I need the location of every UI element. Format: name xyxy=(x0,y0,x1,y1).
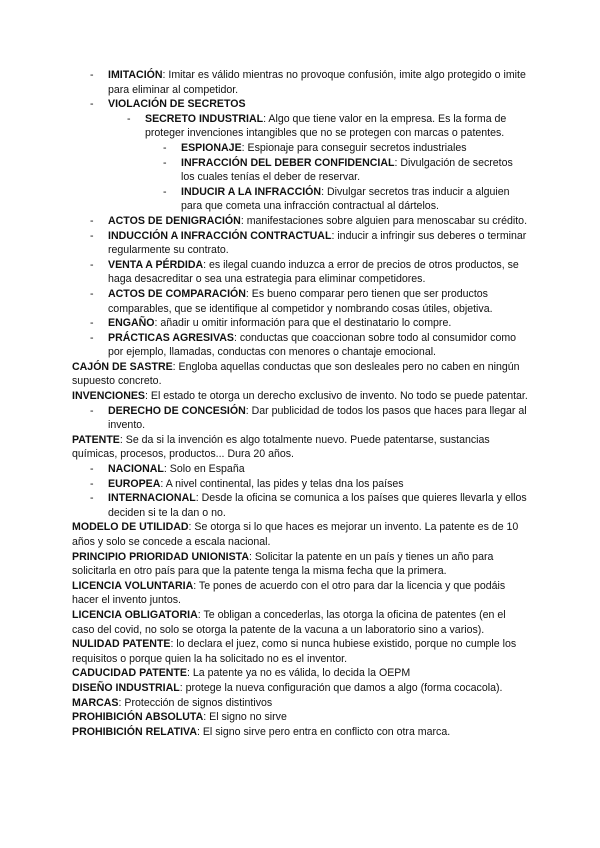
entry-term: PATENTE xyxy=(72,433,120,446)
bullet-item xyxy=(0,185,600,214)
entry-text: : Dar publicidad de todos los pasos que haces para llegar al invento. xyxy=(108,404,527,432)
entry-text: : Imitar es válido mientras no provoque confusión, imite algo protegido o imite para eliminar al competidor. xyxy=(108,69,526,96)
entry-text: : Espionaje para conseguir secretos industriales xyxy=(241,141,467,154)
bullet-item xyxy=(0,258,600,287)
section-entry xyxy=(0,637,600,666)
document-page xyxy=(0,68,600,739)
entry-text: : La patente ya no es válida, lo decida la OEPM xyxy=(186,667,411,680)
entry-text: : El signo sirve pero entra en conflicto con otra marca. xyxy=(196,725,451,738)
bullet-dash: - xyxy=(90,287,94,300)
bullet-dash: - xyxy=(90,477,94,490)
entry-term: NACIONAL xyxy=(108,463,164,476)
bullet-item xyxy=(0,68,600,97)
bullet-dash: - xyxy=(163,156,167,169)
entry-text: : Te obligan a concederlas, las otorga la oficina de patentes (en el caso del covid, no solo se otorga la patente de la vacuna a un laboratorio sino a varios). xyxy=(72,608,506,636)
bullet-dash: - xyxy=(90,98,94,111)
entry-text: : Solo en España xyxy=(163,463,245,476)
bullet-dash: - xyxy=(127,112,131,125)
bullet-dash: - xyxy=(90,69,94,81)
bullet-item xyxy=(0,156,600,185)
entry-term: ACTOS DE DENIGRACIÓN xyxy=(108,214,241,227)
entry-text: : Divulgación de secretos los cuales tenías el deber de reservar. xyxy=(181,156,513,184)
section-entry xyxy=(0,433,600,462)
entry-term: ACTOS DE COMPARACIÓN xyxy=(108,287,246,300)
section-entry xyxy=(0,360,600,389)
bullet-dash: - xyxy=(90,404,94,417)
section-entry xyxy=(0,725,600,740)
entry-term: MODELO DE UTILIDAD xyxy=(72,521,189,534)
entry-text: : manifestaciones sobre alguien para menoscabar su crédito. xyxy=(240,214,528,227)
bullet-item xyxy=(0,462,600,477)
bullet-item xyxy=(0,214,600,229)
entry-term: INDUCCIÓN A INFRACCIÓN CONTRACTUAL xyxy=(108,229,332,242)
entry-term: ESPIONAJE xyxy=(181,141,242,154)
entry-term: DISEÑO INDUSTRIAL xyxy=(72,681,180,694)
entry-term: SECRETO INDUSTRIAL xyxy=(145,112,264,125)
section-entry xyxy=(0,520,600,549)
entry-term: PROHIBICIÓN RELATIVA xyxy=(72,725,197,738)
bullet-item xyxy=(0,404,600,433)
bullet-item xyxy=(0,97,600,112)
bullet-item xyxy=(0,229,600,258)
section-entry xyxy=(0,579,600,608)
section-entry xyxy=(0,608,600,637)
entry-text: : Divulgar secretos tras inducir a alguien para que cometa una infracción contractual al dártelos. xyxy=(181,185,510,213)
entry-term: INFRACCIÓN DEL DEBER CONFIDENCIAL xyxy=(181,156,395,169)
entry-term: VENTA A PÉRDIDA xyxy=(108,258,204,271)
bullet-dash: - xyxy=(90,258,94,271)
entry-text: : A nivel continental, las pides y telas dna los países xyxy=(160,477,404,490)
entry-text: : Solicitar la patente en un país y tienes un año para solicitarla en otro país para que la patente tenga la misma fecha que la primera. xyxy=(72,550,494,578)
entry-text: : inducir a infringir sus deberes o terminar regularmente su contrato. xyxy=(108,229,527,257)
entry-text: : Engloba aquellas conductas que son desleales pero no caben en ningún supuesto concreto. xyxy=(72,360,520,388)
entry-text: : es ilegal cuando induzca a error de precios de otros productos, se haga desacreditar o sea una estrategia para eliminar competidores. xyxy=(108,258,519,286)
entry-text: : añadir u omitir información para que el destinatario lo compre. xyxy=(154,317,452,330)
bullet-dash: - xyxy=(90,229,94,242)
entry-term: CAJÓN DE SASTRE xyxy=(72,360,173,373)
bullet-item xyxy=(0,316,600,331)
section-entry xyxy=(0,710,600,725)
entry-text: : El signo no sirve xyxy=(203,711,287,724)
bullet-dash: - xyxy=(90,492,94,505)
entry-term: VIOLACIÓN DE SECRETOS xyxy=(108,98,246,111)
bullet-item xyxy=(0,112,600,141)
entry-term: DERECHO DE CONCESIÓN xyxy=(108,404,246,417)
section-entry xyxy=(0,696,600,711)
bullet-dash: - xyxy=(163,141,167,154)
entry-text: : Algo que tiene valor en la empresa. Es la forma de proteger invenciones intangibles que no se protegen con marcas o patentes. xyxy=(145,112,507,140)
bullet-item xyxy=(0,477,600,492)
bullet-dash: - xyxy=(90,214,94,227)
bullet-dash: - xyxy=(90,331,94,344)
entry-text: : Es bueno comparar pero tienen que ser productos comparables, que se identifique al competidor y nombrando cosas útiles, objetiva. xyxy=(108,287,493,315)
entry-term: INTERNACIONAL xyxy=(108,492,196,505)
entry-text: : Desde la oficina se comunica a los países que quieres llevarla y ellos deciden si te la dan o no. xyxy=(108,492,527,519)
entry-text: : Se da si la invención es algo totalmente nuevo. Puede patentarse, sustancias químicas, procesos, productos... Dura 20 años. xyxy=(72,433,490,461)
entry-text: : conductas que coaccionan sobre todo al consumidor como por ejemplo, llamadas, conductas con menores o chantaje emocional. xyxy=(108,331,517,359)
entry-term: NULIDAD PATENTE xyxy=(72,638,171,651)
bullet-dash: - xyxy=(163,185,167,198)
entry-term: ENGAÑO xyxy=(108,317,155,330)
bullet-item xyxy=(0,491,600,520)
entry-term: EUROPEA xyxy=(108,477,161,490)
entry-term: INVENCIONES xyxy=(72,390,145,403)
bullet-item xyxy=(0,331,600,360)
entry-term: PROHIBICIÓN ABSOLUTA xyxy=(72,711,204,724)
bullet-dash: - xyxy=(90,463,94,476)
entry-term: LICENCIA OBLIGATORIA xyxy=(72,608,198,621)
entry-text: : Protección de signos distintivos xyxy=(118,696,273,709)
entry-term: CADUCIDAD PATENTE xyxy=(72,667,187,680)
bullet-dash: - xyxy=(90,317,94,330)
entry-text: : Te pones de acuerdo con el otro para dar la licencia y que podáis hacer el invento juntos. xyxy=(72,579,506,607)
entry-text: : protege la nueva configuración que damos a algo (forma cocacola). xyxy=(179,681,503,694)
entry-term: LICENCIA VOLUNTARIA xyxy=(72,579,194,592)
bullet-item xyxy=(0,287,600,316)
section-entry xyxy=(0,681,600,696)
entry-term: MARCAS xyxy=(72,696,119,709)
section-entry xyxy=(0,550,600,579)
bullet-item xyxy=(0,141,600,156)
entry-term: IMITACIÓN xyxy=(108,69,163,81)
entry-text: : lo declara el juez, como si nunca hubiese existido, porque no cumple los requisitos o porque quien la ha solicitado no es el inventor. xyxy=(72,638,517,665)
entry-term: PRÁCTICAS AGRESIVAS xyxy=(108,331,234,344)
section-entry xyxy=(0,389,600,404)
entry-term: INDUCIR A LA INFRACCIÓN xyxy=(181,185,322,198)
entry-term: PRINCIPIO PRIORIDAD UNIONISTA xyxy=(72,550,249,563)
entry-text: : Se otorga si lo que haces es mejorar un invento. La patente es de 10 años y solo se concede a escala nacional. xyxy=(72,521,519,548)
entry-text: : El estado te otorga un derecho exclusivo de invento. No todo se puede patentar. xyxy=(145,390,528,403)
section-entry xyxy=(0,666,600,681)
